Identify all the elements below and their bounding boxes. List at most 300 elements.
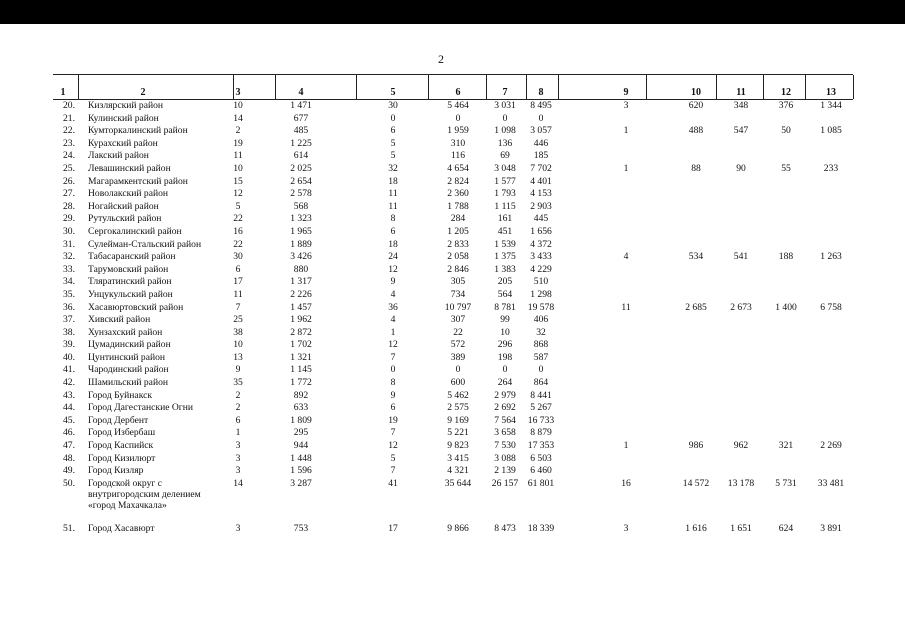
cell-col-7: 7 564 [494,414,516,426]
cell-col-6: 116 [450,150,466,162]
header-divider [356,75,357,99]
district-name: Город Каспийск [88,440,154,452]
table-row [53,201,853,214]
cell-col-5: 6 [390,125,396,137]
table-row [53,113,853,126]
table-row [53,289,853,302]
table-row [53,352,853,365]
cell-col-5: 9 [390,276,396,288]
cell-col-5: 9 [390,389,396,401]
district-name: Город Дагестанские Огни [88,402,194,414]
cell-col-6: 5 462 [447,389,469,401]
row-number: 45. [63,414,75,426]
row-number: 23. [63,137,75,149]
table-row [53,453,853,466]
cell-col-6: 9 866 [447,523,469,535]
cell-col-13: 3 891 [820,523,842,535]
cell-col-9: 3 [623,100,629,111]
cell-col-7: 161 [497,213,513,225]
cell-col-12: 55 [781,162,791,174]
row-number: 51. [63,523,75,535]
header-divider [526,75,527,99]
cell-col-3: 3 [235,440,241,452]
cell-col-5: 30 [388,100,398,111]
cell-col-8: 17 353 [527,440,555,452]
row-number: 26. [63,175,75,187]
cell-col-5: 0 [390,364,396,376]
header-divider [78,75,79,99]
column-header-12: 12 [781,87,791,98]
cell-col-4: 1 772 [290,377,312,389]
row-number: 22. [63,125,75,137]
district-name: Цумадинский район [88,339,171,351]
row-number: 30. [63,225,75,237]
cell-col-8: 4 153 [530,188,552,200]
cell-col-7: 264 [497,377,513,389]
cell-col-8: 16 733 [527,414,555,426]
column-header-3: 3 [235,87,241,98]
cell-col-9: 1 [623,162,629,174]
cell-col-8: 185 [533,150,549,162]
column-header-4: 4 [298,87,304,98]
cell-col-11: 541 [733,251,749,263]
cell-col-6: 4 321 [447,465,469,477]
cell-col-5: 11 [388,188,398,200]
cell-col-7: 1 115 [494,200,516,212]
column-header-10: 10 [691,87,701,98]
header-divider [275,75,276,99]
header-divider [233,75,234,99]
page-number: 2 [438,52,444,66]
table-row [53,327,853,340]
cell-col-7: 2 692 [494,402,516,414]
district-name: Сергокалинский район [88,225,182,237]
cell-col-7: 1 577 [494,175,516,187]
table-row [53,302,853,315]
cell-col-8: 32 [536,326,546,338]
cell-col-8: 510 [533,276,549,288]
cell-col-4: 892 [293,389,309,401]
row-number: 34. [63,276,75,288]
cell-col-4: 1 145 [290,364,312,376]
table-row [53,377,853,390]
cell-col-3: 30 [233,251,243,263]
cell-col-5: 5 [390,137,396,149]
cell-col-5: 5 [390,150,396,162]
column-header-9: 9 [623,87,629,98]
district-name: Магарамкентский район [88,175,188,187]
cell-col-12: 376 [778,100,794,111]
cell-col-3: 2 [235,402,241,414]
cell-col-10: 14 572 [682,477,710,489]
cell-col-7: 10 [500,326,510,338]
district-name: Кизлярский район [88,100,164,111]
cell-col-8: 0 [538,112,544,124]
cell-col-3: 22 [233,213,243,225]
table-row [53,364,853,377]
header-divider [428,75,429,99]
cell-col-8: 8 441 [530,389,552,401]
cell-col-6: 9 823 [447,440,469,452]
row-number: 40. [63,351,75,363]
row-number: 49. [63,465,75,477]
cell-col-13: 1 263 [820,251,842,263]
cell-col-13: 1 344 [820,100,842,111]
cell-col-10: 534 [688,251,704,263]
table-row [53,427,853,440]
district-name: Сулейман-Стальский район [88,238,202,250]
cell-col-6: 2 575 [447,402,469,414]
table-row [53,314,853,327]
column-header-8: 8 [538,87,544,98]
row-number: 32. [63,251,75,263]
cell-col-9: 4 [623,251,629,263]
table-header [53,74,853,100]
cell-col-7: 69 [500,150,510,162]
cell-col-5: 12 [388,339,398,351]
cell-col-6: 1 788 [447,200,469,212]
row-number: 42. [63,377,75,389]
header-divider [558,75,559,99]
cell-col-4: 1 889 [290,238,312,250]
cell-col-3: 14 [233,477,243,489]
cell-col-4: 2 226 [290,288,312,300]
cell-col-12: 624 [778,523,794,535]
cell-col-4: 1 962 [290,314,312,326]
table-row [53,251,853,264]
cell-col-3: 13 [233,351,243,363]
cell-col-3: 10 [233,100,243,111]
cell-col-7: 3 048 [494,162,516,174]
cell-col-6: 5 221 [447,427,469,439]
cell-col-6: 389 [450,351,466,363]
cell-col-3: 11 [233,150,243,162]
cell-col-8: 61 801 [527,477,555,489]
cell-col-7: 3 658 [494,427,516,439]
cell-col-9: 3 [623,523,629,535]
cell-col-6: 734 [450,288,466,300]
cell-col-6: 9 169 [447,414,469,426]
cell-col-7: 1 793 [494,188,516,200]
cell-col-6: 310 [450,137,466,149]
cell-col-8: 864 [533,377,549,389]
cell-col-6: 35 644 [444,477,472,489]
data-table [53,74,853,536]
cell-col-4: 2 025 [290,162,312,174]
cell-col-8: 19 578 [527,301,555,313]
cell-col-7: 1 375 [494,251,516,263]
row-number: 20. [63,100,75,111]
cell-col-4: 485 [293,125,309,137]
row-number: 24. [63,150,75,162]
cell-col-3: 15 [233,175,243,187]
cell-col-10: 488 [688,125,704,137]
cell-col-5: 6 [390,402,396,414]
cell-col-9: 16 [621,477,631,489]
cell-col-11: 90 [736,162,746,174]
table-row [53,100,853,113]
district-name: Город Хасавюрт [88,523,155,535]
cell-col-8: 0 [538,364,544,376]
district-name: Хивский район [88,314,151,326]
district-name: Кулинский район [88,112,159,124]
cell-col-3: 14 [233,112,243,124]
cell-col-4: 1 596 [290,465,312,477]
row-number: 48. [63,452,75,464]
column-header-2: 2 [140,87,146,98]
cell-col-4: 1 471 [290,100,312,111]
table-row [53,264,853,277]
column-header-1: 1 [60,87,66,98]
cell-col-3: 17 [233,276,243,288]
cell-col-5: 4 [390,288,396,300]
cell-col-8: 445 [533,213,549,225]
cell-col-8: 5 267 [530,402,552,414]
table-row [53,138,853,151]
cell-col-4: 1 809 [290,414,312,426]
header-divider [486,75,487,99]
row-number: 28. [63,200,75,212]
cell-col-11: 13 178 [727,477,755,489]
cell-col-5: 18 [388,175,398,187]
cell-col-3: 3 [235,465,241,477]
cell-col-4: 1 702 [290,339,312,351]
cell-col-5: 7 [390,465,396,477]
cell-col-12: 50 [781,125,791,137]
header-divider [716,75,717,99]
cell-col-4: 2 654 [290,175,312,187]
column-header-13: 13 [826,87,836,98]
cell-col-12: 1 400 [775,301,797,313]
cell-col-4: 1 317 [290,276,312,288]
cell-col-10: 986 [688,440,704,452]
row-number: 25. [63,162,75,174]
district-name: Хунзахский район [88,326,163,338]
table-row [53,415,853,428]
cell-col-7: 0 [502,112,508,124]
cell-col-6: 22 [453,326,463,338]
cell-col-6: 600 [450,377,466,389]
row-number: 43. [63,389,75,401]
cell-col-11: 547 [733,125,749,137]
table-row [53,390,853,403]
cell-col-3: 6 [235,263,241,275]
cell-col-8: 406 [533,314,549,326]
table-row [53,176,853,189]
cell-col-3: 22 [233,238,243,250]
cell-col-5: 19 [388,414,398,426]
cell-col-4: 3 426 [290,251,312,263]
cell-col-3: 10 [233,162,243,174]
cell-col-6: 4 654 [447,162,469,174]
cell-col-11: 1 651 [730,523,752,535]
cell-col-3: 11 [233,288,243,300]
column-header-6: 6 [455,87,461,98]
row-number: 41. [63,364,75,376]
district-name: Ногайский район [88,200,159,212]
row-number: 35. [63,288,75,300]
cell-col-7: 7 530 [494,440,516,452]
cell-col-5: 1 [390,326,396,338]
column-header-11: 11 [736,87,746,98]
cell-col-10: 2 685 [685,301,707,313]
table-row [53,188,853,201]
cell-col-11: 962 [733,440,749,452]
cell-col-3: 16 [233,225,243,237]
cell-col-7: 136 [497,137,513,149]
cell-col-7: 1 539 [494,238,516,250]
cell-col-5: 4 [390,314,396,326]
district-name: Курахский район [88,137,158,149]
cell-col-7: 1 098 [494,125,516,137]
cell-col-10: 1 616 [685,523,707,535]
cell-col-5: 11 [388,200,398,212]
cell-col-3: 7 [235,301,241,313]
cell-col-13: 1 085 [820,125,842,137]
cell-col-5: 32 [388,162,398,174]
table-row [53,402,853,415]
cell-col-7: 205 [497,276,513,288]
district-name: Цунтинский район [88,351,166,363]
cell-col-7: 99 [500,314,510,326]
cell-col-3: 1 [235,427,241,439]
row-number: 36. [63,301,75,313]
cell-col-12: 188 [778,251,794,263]
cell-col-4: 614 [293,150,309,162]
cell-col-4: 880 [293,263,309,275]
table-row [53,163,853,176]
cell-col-6: 2 360 [447,188,469,200]
cell-col-7: 1 383 [494,263,516,275]
cell-col-8: 3 057 [530,125,552,137]
cell-col-11: 2 673 [730,301,752,313]
cell-col-5: 6 [390,225,396,237]
cell-col-5: 36 [388,301,398,313]
cell-col-6: 1 205 [447,225,469,237]
cell-col-7: 296 [497,339,513,351]
cell-col-3: 35 [233,377,243,389]
cell-col-5: 8 [390,213,396,225]
district-name: Лакский район [88,150,149,162]
cell-col-7: 3 088 [494,452,516,464]
cell-col-6: 0 [455,112,461,124]
cell-col-6: 2 846 [447,263,469,275]
row-number: 44. [63,402,75,414]
cell-col-7: 564 [497,288,513,300]
cell-col-4: 944 [293,440,309,452]
row-number: 21. [63,112,75,124]
cell-col-6: 5 464 [447,100,469,111]
cell-col-8: 8 495 [530,100,552,111]
header-divider [763,75,764,99]
cell-col-5: 5 [390,452,396,464]
cell-col-3: 6 [235,414,241,426]
cell-col-4: 3 287 [290,477,312,489]
table-row [53,125,853,138]
cell-col-3: 25 [233,314,243,326]
cell-col-7: 198 [497,351,513,363]
table-row [53,523,853,536]
cell-col-6: 1 959 [447,125,469,137]
cell-col-6: 284 [450,213,466,225]
cell-col-5: 18 [388,238,398,250]
cell-col-4: 568 [293,200,309,212]
district-name: Город Кизляр [88,465,144,477]
cell-col-5: 7 [390,351,396,363]
cell-col-10: 88 [691,162,701,174]
table-row [53,239,853,252]
table-row [53,213,853,226]
cell-col-9: 1 [623,125,629,137]
table-row [53,440,853,453]
cell-col-7: 3 031 [494,100,516,111]
cell-col-3: 38 [233,326,243,338]
cell-col-5: 7 [390,427,396,439]
district-name: Тарумовский район [88,263,169,275]
row-number: 29. [63,213,75,225]
cell-col-8: 1 656 [530,225,552,237]
district-name: Хасавюртовский район [88,301,184,313]
row-number: 47. [63,440,75,452]
cell-col-10: 620 [688,100,704,111]
district-name: Кумторкалинский район [88,125,188,137]
cell-col-4: 1 448 [290,452,312,464]
cell-col-4: 633 [293,402,309,414]
row-number: 46. [63,427,75,439]
cell-col-5: 41 [388,477,398,489]
cell-col-7: 0 [502,364,508,376]
cell-col-4: 1 965 [290,225,312,237]
table-body [53,100,853,536]
cell-col-6: 3 415 [447,452,469,464]
cell-col-4: 1 323 [290,213,312,225]
cell-col-3: 2 [235,125,241,137]
cell-col-8: 8 879 [530,427,552,439]
cell-col-13: 33 481 [817,477,845,489]
cell-col-4: 677 [293,112,309,124]
cell-col-12: 321 [778,440,794,452]
row-number: 31. [63,238,75,250]
table-row [53,150,853,163]
cell-col-8: 4 372 [530,238,552,250]
district-name: Унцукульский район [88,288,173,300]
district-name: Тляратинский район [88,276,172,288]
column-header-7: 7 [502,87,508,98]
header-divider [646,75,647,99]
district-name: Город Дербент [88,414,149,426]
cell-col-8: 446 [533,137,549,149]
district-name: Левашинский район [88,162,171,174]
cell-col-3: 12 [233,188,243,200]
cell-col-7: 8 781 [494,301,516,313]
cell-col-8: 1 298 [530,288,552,300]
cell-col-3: 10 [233,339,243,351]
row-number: 27. [63,188,75,200]
cell-col-4: 2 872 [290,326,312,338]
cell-col-6: 572 [450,339,466,351]
district-name: Городской округ с внутригородским делением «город Махачкала» [88,477,201,511]
cell-col-3: 19 [233,137,243,149]
cell-col-8: 587 [533,351,549,363]
cell-col-4: 295 [293,427,309,439]
cell-col-7: 8 473 [494,523,516,535]
cell-col-5: 0 [390,112,396,124]
cell-col-8: 6 503 [530,452,552,464]
district-name: Новолакский район [88,188,169,200]
table-row [53,339,853,352]
table-row [53,478,853,524]
row-number: 39. [63,339,75,351]
